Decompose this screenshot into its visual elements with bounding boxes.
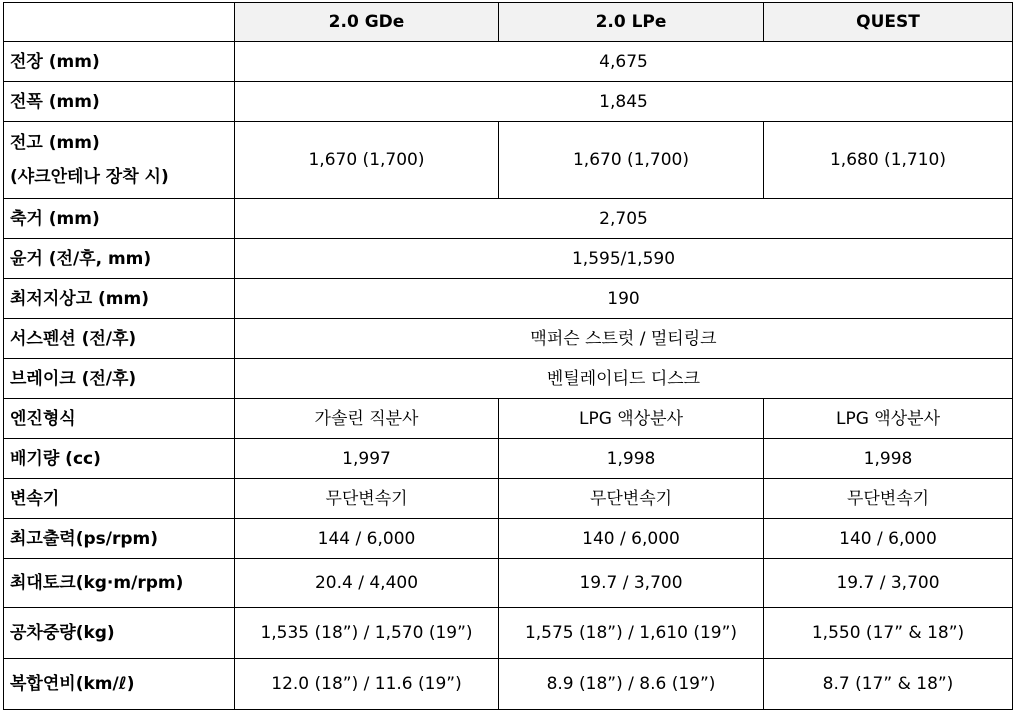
row-value-lpe: 1,998: [499, 439, 764, 479]
row-label-line: 공차중량(kg): [10, 623, 115, 643]
row-value-quest: 1,998: [764, 439, 1013, 479]
row-label: [4, 608, 235, 659]
table-row: [4, 319, 1013, 359]
row-label: [4, 439, 235, 479]
table-row: [4, 199, 1013, 239]
table-row: [4, 359, 1013, 399]
row-value-lpe: 무단변속기: [499, 479, 764, 519]
row-label: [4, 559, 235, 608]
table-row: [4, 279, 1013, 319]
row-value-quest: 1,550 (17” & 18”): [764, 608, 1013, 659]
row-value-all-trims: 1,595/1,590: [235, 239, 1013, 279]
row-value-gde: 12.0 (18”) / 11.6 (19”): [235, 659, 499, 710]
row-label-line: 배기량 (cc): [10, 448, 101, 469]
table-row: [4, 239, 1013, 279]
row-value-all-trims: 벤틸레이티드 디스크: [235, 359, 1013, 399]
table-row: [4, 439, 1013, 479]
column-header-gde: 2.0 GDe: [235, 3, 499, 42]
row-value-lpe: 1,575 (18”) / 1,610 (19”): [499, 608, 764, 659]
row-value-quest: 19.7 / 3,700: [764, 559, 1013, 608]
column-header-lpe: 2.0 LPe: [499, 3, 764, 42]
row-label-line: 전폭 (mm): [10, 91, 100, 112]
row-label-line: 축거 (mm): [10, 208, 100, 229]
row-value-all-trims: 2,705: [235, 199, 1013, 239]
table-row: [4, 479, 1013, 519]
table-row: [4, 608, 1013, 659]
column-header-quest: QUEST: [764, 3, 1013, 42]
row-label-line: 복합연비(km/ℓ): [10, 674, 135, 694]
row-label: [4, 239, 235, 279]
table-row: [4, 399, 1013, 439]
row-label-line: 전장 (mm): [10, 51, 100, 72]
row-label: [4, 122, 235, 199]
corner-cell: [4, 3, 235, 42]
row-value-lpe: 140 / 6,000: [499, 519, 764, 559]
row-value-all-trims: 4,675: [235, 42, 1013, 82]
row-label: [4, 82, 235, 122]
row-label: [4, 279, 235, 319]
row-value-all-trims: 1,845: [235, 82, 1013, 122]
row-label: [4, 479, 235, 519]
row-value-quest: 무단변속기: [764, 479, 1013, 519]
table-row: [4, 519, 1013, 559]
row-label-line: 최저지상고 (mm): [10, 288, 149, 309]
row-label: [4, 519, 235, 559]
row-value-quest: 8.7 (17” & 18”): [764, 659, 1013, 710]
row-value-gde: 20.4 / 4,400: [235, 559, 499, 608]
row-label-line: 최대토크(kg·m/rpm): [10, 573, 184, 593]
row-label: [4, 319, 235, 359]
row-label: [4, 42, 235, 82]
table-row: [4, 82, 1013, 122]
row-label: [4, 199, 235, 239]
spec-table-body: [4, 42, 1013, 710]
row-value-quest: 140 / 6,000: [764, 519, 1013, 559]
row-value-lpe: 19.7 / 3,700: [499, 559, 764, 608]
row-value-gde: 144 / 6,000: [235, 519, 499, 559]
row-value-gde: 가솔린 직분사: [235, 399, 499, 439]
table-row: [4, 42, 1013, 82]
header-row: [4, 3, 1013, 42]
row-value-quest: 1,680 (1,710): [764, 122, 1013, 199]
row-label-line: 최고출력(ps/rpm): [10, 528, 158, 549]
row-label-line: (샤크안테나 장착 시): [10, 167, 169, 187]
row-label: [4, 659, 235, 710]
row-value-gde: 1,535 (18”) / 1,570 (19”): [235, 608, 499, 659]
row-value-all-trims: 맥퍼슨 스트럿 / 멀티링크: [235, 319, 1013, 359]
table-row: [4, 559, 1013, 608]
row-value-quest: LPG 액상분사: [764, 399, 1013, 439]
row-value-gde: 1,670 (1,700): [235, 122, 499, 199]
row-label-line: 엔진형식: [10, 408, 76, 429]
row-label-line: 브레이크 (전/후): [10, 368, 137, 389]
table-row: [4, 659, 1013, 710]
row-value-all-trims: 190: [235, 279, 1013, 319]
table-row: [4, 122, 1013, 199]
row-value-gde: 1,997: [235, 439, 499, 479]
row-label-line: 전고 (mm): [10, 133, 100, 153]
row-label: [4, 359, 235, 399]
row-label-line: 변속기: [10, 488, 60, 509]
row-value-lpe: LPG 액상분사: [499, 399, 764, 439]
row-value-gde: 무단변속기: [235, 479, 499, 519]
row-value-lpe: 1,670 (1,700): [499, 122, 764, 199]
row-label: [4, 399, 235, 439]
row-label-line: 서스펜션 (전/후): [10, 328, 137, 349]
row-label-line: 윤거 (전/후, mm): [10, 248, 152, 269]
spec-table: [3, 2, 1013, 710]
row-value-lpe: 8.9 (18”) / 8.6 (19”): [499, 659, 764, 710]
